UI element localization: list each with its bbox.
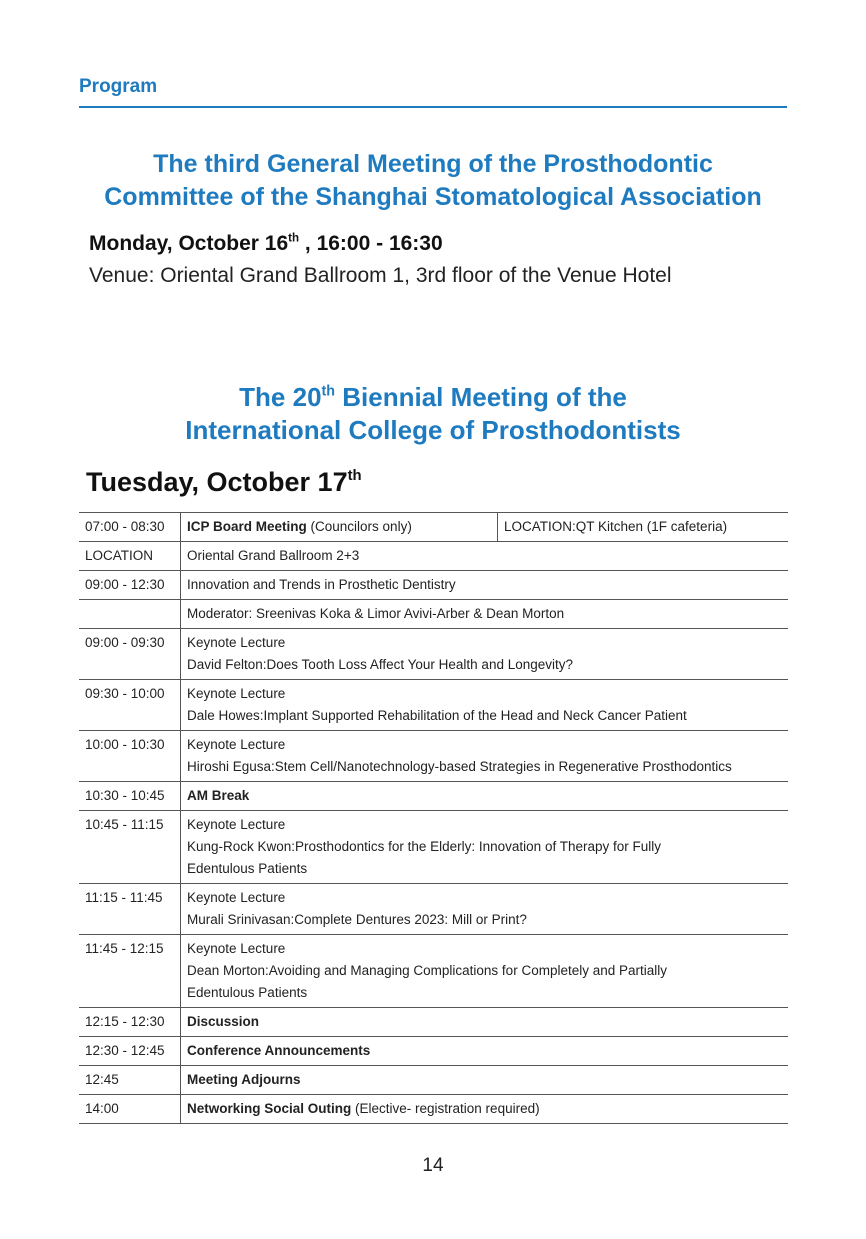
meeting1-date-suffix: th xyxy=(288,232,300,245)
row-time: 12:45 xyxy=(79,1066,181,1095)
meeting1-datetime xyxy=(89,232,443,256)
meeting2-title-suffix: th xyxy=(321,383,336,400)
row-kind: Keynote Lecture xyxy=(187,737,286,752)
row-desc xyxy=(181,811,789,884)
row-desc: Innovation and Trends in Prosthetic Dentistry xyxy=(181,571,789,600)
row-desc: Discussion xyxy=(181,1008,789,1037)
row-talk: David Felton:Does Tooth Loss Affect Your Health and Longevity? xyxy=(187,657,574,672)
row-time: 12:30 - 12:45 xyxy=(79,1037,181,1066)
table-row xyxy=(79,1095,788,1124)
row-talk-cont: Edentulous Patients xyxy=(187,861,308,876)
row-kind: Keynote Lecture xyxy=(187,635,286,650)
row-note: (Elective- registration required) xyxy=(351,1101,540,1116)
row-desc: Conference Announcements xyxy=(181,1037,789,1066)
meeting2-title-post: Biennial Meeting of the xyxy=(335,382,627,412)
row-moderator: Moderator: Sreenivas Koka & Limor Avivi-Arber & Dean Morton xyxy=(181,600,789,629)
meeting1-venue: Venue: Oriental Grand Ballroom 1, 3rd floor of the Venue Hotel xyxy=(89,264,672,287)
table-row xyxy=(79,884,788,935)
meeting2-title-pre: The 20 xyxy=(239,382,322,412)
meeting1-title-line2: Committee of the Shanghai Stomatological Association xyxy=(104,183,762,211)
table-row xyxy=(79,542,788,571)
row-time: 12:15 - 12:30 xyxy=(79,1008,181,1037)
table-row xyxy=(79,600,788,629)
row-time: 11:45 - 12:15 xyxy=(79,935,181,1008)
meeting1-time: , 16:00 - 16:30 xyxy=(299,232,443,255)
row-time: 09:30 - 10:00 xyxy=(79,680,181,731)
table-row xyxy=(79,811,788,884)
row-talk: Hiroshi Egusa:Stem Cell/Nanotechnology-based Strategies in Regenerative Prosthodontics xyxy=(187,759,732,774)
row-time xyxy=(79,600,181,629)
meeting1-date: Monday, October 16 xyxy=(89,232,289,255)
row-desc: Meeting Adjourns xyxy=(181,1066,789,1095)
table-row xyxy=(79,935,788,1008)
meeting1-title xyxy=(0,148,866,214)
row-time: LOCATION xyxy=(79,542,181,571)
table-row xyxy=(79,1037,788,1066)
row-desc xyxy=(181,680,789,731)
schedule-day: Tuesday, October 17 xyxy=(86,467,348,497)
row-kind: Keynote Lecture xyxy=(187,941,286,956)
schedule-day-suffix: th xyxy=(347,467,362,484)
row-time: 11:15 - 11:45 xyxy=(79,884,181,935)
row-desc xyxy=(181,884,789,935)
row-time: 14:00 xyxy=(79,1095,181,1124)
row-title: ICP Board Meeting xyxy=(187,519,307,534)
table-row xyxy=(79,680,788,731)
table-row xyxy=(79,513,788,542)
row-desc xyxy=(181,513,498,542)
row-time: 10:45 - 11:15 xyxy=(79,811,181,884)
row-desc: Oriental Grand Ballroom 2+3 xyxy=(181,542,789,571)
row-note: (Councilors only) xyxy=(306,519,412,534)
row-desc: AM Break xyxy=(181,782,789,811)
meeting1-title-line1: The third General Meeting of the Prosthodontic xyxy=(153,150,713,178)
row-time: 09:00 - 09:30 xyxy=(79,629,181,680)
table-row xyxy=(79,782,788,811)
section-header xyxy=(79,76,787,108)
row-desc xyxy=(181,1095,789,1124)
table-row xyxy=(79,1066,788,1095)
row-talk: Dean Morton:Avoiding and Managing Complications for Completely and Partially xyxy=(187,963,668,978)
row-location: LOCATION:QT Kitchen (1F cafeteria) xyxy=(498,513,789,542)
meeting2-title-line2: International College of Prosthodontists xyxy=(185,415,681,445)
row-talk: Kung-Rock Kwon:Prosthodontics for the Elderly: Innovation of Therapy for Fully xyxy=(187,839,661,854)
table-row xyxy=(79,629,788,680)
schedule-day-heading xyxy=(86,467,362,498)
row-kind: Keynote Lecture xyxy=(187,890,286,905)
row-desc xyxy=(181,731,789,782)
row-kind: Keynote Lecture xyxy=(187,817,286,832)
page-number: 14 xyxy=(422,1155,444,1176)
row-desc xyxy=(181,935,789,1008)
row-talk: Dale Howes:Implant Supported Rehabilitation of the Head and Neck Cancer Patient xyxy=(187,708,687,723)
row-talk: Murali Srinivasan:Complete Dentures 2023: Mill or Print? xyxy=(187,912,527,927)
row-time: 10:30 - 10:45 xyxy=(79,782,181,811)
row-time: 10:00 - 10:30 xyxy=(79,731,181,782)
row-title: Networking Social Outing xyxy=(187,1101,352,1116)
schedule-table xyxy=(79,512,788,1124)
table-row xyxy=(79,571,788,600)
table-row xyxy=(79,731,788,782)
row-talk-cont: Edentulous Patients xyxy=(187,985,308,1000)
section-title: Program xyxy=(79,76,158,97)
row-desc xyxy=(181,629,789,680)
table-row xyxy=(79,1008,788,1037)
row-time: 07:00 - 08:30 xyxy=(79,513,181,542)
row-kind: Keynote Lecture xyxy=(187,686,286,701)
meeting2-title xyxy=(0,381,866,447)
row-time: 09:00 - 12:30 xyxy=(79,571,181,600)
